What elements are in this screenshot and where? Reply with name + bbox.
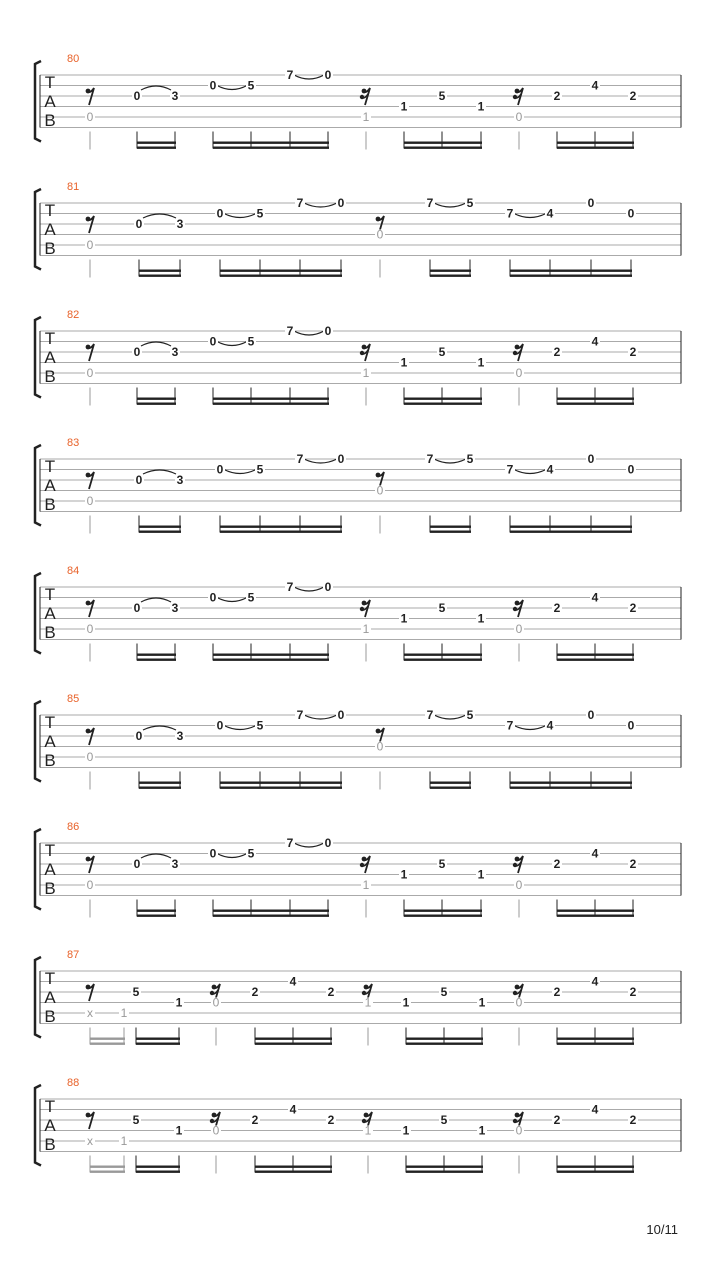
fret-number: 0 <box>515 878 523 892</box>
beam <box>406 1166 483 1168</box>
fret-number: 4 <box>546 718 554 733</box>
fret-number: 1 <box>362 878 370 892</box>
fret-number: 2 <box>553 1113 561 1127</box>
fret-number: 1 <box>402 995 410 1010</box>
fret-number: 4 <box>546 206 554 221</box>
beam <box>90 1038 125 1040</box>
beam <box>510 531 632 533</box>
beam <box>510 787 632 789</box>
fret-number: 3 <box>176 729 184 743</box>
fret-number: 4 <box>591 334 599 349</box>
fret-number: 0 <box>376 739 384 754</box>
tab-clef-letter: A <box>44 988 56 1007</box>
fret-number: 0 <box>209 334 217 349</box>
tie <box>217 342 247 346</box>
beam <box>404 398 482 400</box>
beam <box>557 398 634 400</box>
beam <box>213 142 329 144</box>
tab-clef-letter: A <box>44 604 56 623</box>
fret-number: 1 <box>175 1123 183 1138</box>
beam <box>404 910 482 912</box>
fret-number: 0 <box>86 494 94 508</box>
beam <box>139 270 181 272</box>
tab-clef-letter: A <box>44 732 56 751</box>
tab-clef-letter: B <box>44 623 56 642</box>
fret-number: 5 <box>256 462 264 477</box>
measure-number: 88 <box>67 1077 80 1089</box>
tab-system <box>35 309 681 406</box>
tab-system <box>35 437 681 534</box>
tab-clef-letter: B <box>44 879 56 898</box>
tab-system <box>35 693 681 790</box>
fret-number: 5 <box>466 452 474 466</box>
fret-number: 5 <box>256 718 264 733</box>
beam <box>213 915 329 917</box>
fret-number: 0 <box>627 206 635 221</box>
fret-number: 7 <box>426 196 434 210</box>
fret-number: 0 <box>133 89 141 103</box>
tab-clef-letter: A <box>44 348 56 367</box>
fret-number: 5 <box>466 708 474 722</box>
tie <box>141 86 171 90</box>
fret-number: 0 <box>324 68 332 82</box>
fret-number: 5 <box>247 846 255 861</box>
beam <box>255 1038 332 1040</box>
fret-number: 5 <box>440 985 448 999</box>
fret-number: 0 <box>212 1123 220 1138</box>
tie <box>304 459 337 463</box>
fret-number: 0 <box>587 452 595 466</box>
measure-number: 85 <box>67 693 80 705</box>
tab-clef-letter: T <box>44 585 56 604</box>
fret-number: 7 <box>506 206 514 221</box>
tie <box>514 214 546 218</box>
fret-number: 0 <box>212 995 220 1010</box>
beam <box>90 1166 125 1168</box>
tie <box>141 598 171 602</box>
fret-number: 0 <box>627 718 635 733</box>
fret-number: 5 <box>466 196 474 210</box>
beam <box>255 1043 332 1045</box>
fret-number: 2 <box>327 985 335 999</box>
tie <box>434 715 466 719</box>
tie <box>304 715 337 719</box>
fret-number: 0 <box>337 452 345 466</box>
beam <box>430 526 471 528</box>
beam <box>213 147 329 149</box>
tie <box>143 470 176 474</box>
tab-clef-letter: T <box>44 457 56 476</box>
fret-number: 1 <box>478 995 486 1010</box>
fret-number: 2 <box>629 857 637 871</box>
beam <box>90 1171 125 1173</box>
fret-number: 0 <box>337 196 345 210</box>
beam <box>213 398 329 400</box>
beam <box>139 526 181 528</box>
fret-number: 4 <box>591 974 599 989</box>
beam <box>430 531 471 533</box>
fret-number: 1 <box>120 1134 128 1148</box>
fret-number: 1 <box>477 611 485 626</box>
beam <box>557 1171 634 1173</box>
fret-number: 5 <box>256 206 264 221</box>
fret-number: 0 <box>216 718 224 733</box>
tie <box>224 726 256 730</box>
fret-number: 3 <box>176 473 184 487</box>
fret-number: 5 <box>438 89 446 103</box>
tie <box>514 470 546 474</box>
fret-number: 7 <box>506 718 514 733</box>
beam <box>137 398 176 400</box>
fret-number: 3 <box>171 345 179 359</box>
tab-clef-letter: T <box>44 1097 56 1116</box>
beam <box>139 782 181 784</box>
beam <box>213 403 329 405</box>
fret-number: x <box>87 1134 93 1148</box>
fret-number: 5 <box>132 985 140 999</box>
beam <box>557 147 634 149</box>
fret-number: 1 <box>478 1123 486 1138</box>
beam <box>430 782 471 784</box>
beam <box>220 782 342 784</box>
tab-clef-letter: T <box>44 73 56 92</box>
tie <box>224 470 256 474</box>
tab-clef-letter: B <box>44 1135 56 1154</box>
beam <box>220 531 342 533</box>
fret-number: 1 <box>362 110 370 124</box>
tab-clef-letter: T <box>44 329 56 348</box>
fret-number: 4 <box>591 846 599 861</box>
beam <box>213 659 329 661</box>
tie <box>143 726 176 730</box>
fret-number: 7 <box>426 452 434 466</box>
beam <box>136 1166 180 1168</box>
fret-number: 7 <box>286 836 294 850</box>
measure-number: 81 <box>67 181 80 193</box>
measure-number: 86 <box>67 821 80 833</box>
fret-number: 0 <box>133 601 141 615</box>
tab-clef-letter: T <box>44 841 56 860</box>
beam <box>404 659 482 661</box>
tie <box>217 598 247 602</box>
fret-number: 5 <box>440 1113 448 1127</box>
beam <box>557 654 634 656</box>
fret-number: 2 <box>553 89 561 103</box>
fret-number: 4 <box>289 974 297 989</box>
fret-number: 5 <box>247 78 255 93</box>
fret-number: 5 <box>438 857 446 871</box>
beam <box>557 142 634 144</box>
measure-number: 84 <box>67 565 80 577</box>
fret-number: 0 <box>86 110 94 124</box>
fret-number: 3 <box>171 89 179 103</box>
fret-number: 4 <box>591 78 599 93</box>
beam <box>557 403 634 405</box>
fret-number: 1 <box>400 99 408 114</box>
fret-number: 1 <box>362 366 370 380</box>
fret-number: 1 <box>402 1123 410 1138</box>
fret-number: 0 <box>135 473 143 487</box>
fret-number: 7 <box>286 580 294 594</box>
fret-number: 0 <box>627 462 635 477</box>
fret-number: 2 <box>327 1113 335 1127</box>
beam <box>213 654 329 656</box>
fret-number: 2 <box>629 345 637 359</box>
beam <box>430 275 471 277</box>
beam <box>137 403 176 405</box>
tie <box>294 331 324 335</box>
beam <box>430 787 471 789</box>
fret-number: 1 <box>400 355 408 370</box>
beam <box>557 1043 634 1045</box>
beam <box>557 659 634 661</box>
tab-clef-letter: B <box>44 111 56 130</box>
fret-number: 0 <box>216 206 224 221</box>
beam <box>137 142 176 144</box>
fret-number: 0 <box>376 483 384 498</box>
fret-number: 0 <box>515 995 523 1010</box>
beam <box>404 915 482 917</box>
fret-number: 1 <box>477 867 485 882</box>
measure-number: 87 <box>67 949 80 961</box>
beam <box>510 782 632 784</box>
beam <box>557 915 634 917</box>
tab-clef-letter: B <box>44 751 56 770</box>
tie <box>217 86 247 90</box>
fret-number: 0 <box>135 217 143 231</box>
fret-number: 5 <box>247 590 255 605</box>
beam <box>137 654 176 656</box>
beam <box>220 275 342 277</box>
fret-number: 2 <box>251 985 259 999</box>
fret-number: 5 <box>438 345 446 359</box>
beam <box>136 1043 180 1045</box>
fret-number: 2 <box>553 985 561 999</box>
fret-number: 3 <box>176 217 184 231</box>
tab-clef-letter: A <box>44 1116 56 1135</box>
page-number: 10/11 <box>646 1222 678 1237</box>
fret-number: 0 <box>324 836 332 850</box>
beam <box>137 910 176 912</box>
tab-system <box>35 565 681 662</box>
fret-number: x <box>87 1006 93 1020</box>
fret-number: 2 <box>251 1113 259 1127</box>
tab-clef-letter: T <box>44 713 56 732</box>
fret-number: 0 <box>376 227 384 242</box>
beam <box>137 659 176 661</box>
fret-number: 0 <box>515 110 523 124</box>
tab-clef-letter: A <box>44 860 56 879</box>
fret-number: 0 <box>86 622 94 636</box>
measure-number: 83 <box>67 437 80 449</box>
fret-number: 2 <box>629 1113 637 1127</box>
beam <box>406 1171 483 1173</box>
fret-number: 0 <box>86 750 94 764</box>
tab-clef-letter: A <box>44 92 56 111</box>
beam <box>557 1166 634 1168</box>
fret-number: 7 <box>506 462 514 477</box>
fret-number: 0 <box>515 1123 523 1138</box>
fret-number: 2 <box>553 345 561 359</box>
beam <box>404 142 482 144</box>
beam <box>220 270 342 272</box>
fret-number: 1 <box>175 995 183 1010</box>
beam <box>139 531 181 533</box>
beam <box>136 1038 180 1040</box>
beam <box>430 270 471 272</box>
fret-number: 0 <box>587 708 595 722</box>
fret-number: 3 <box>171 857 179 871</box>
fret-number: 0 <box>216 462 224 477</box>
beam <box>510 275 632 277</box>
fret-number: 2 <box>629 985 637 999</box>
beam <box>404 654 482 656</box>
fret-number: 7 <box>296 196 304 210</box>
fret-number: 4 <box>546 462 554 477</box>
fret-number: 4 <box>591 1102 599 1117</box>
beam <box>510 526 632 528</box>
beam <box>137 147 176 149</box>
fret-number: 7 <box>286 68 294 82</box>
tab-system <box>35 1077 681 1174</box>
fret-number: 7 <box>296 708 304 722</box>
fret-number: 0 <box>133 857 141 871</box>
fret-number: 0 <box>337 708 345 722</box>
fret-number: 0 <box>86 238 94 252</box>
fret-number: 0 <box>209 846 217 861</box>
tab-system <box>35 181 681 278</box>
fret-number: 1 <box>400 611 408 626</box>
tie <box>434 459 466 463</box>
beam <box>137 915 176 917</box>
tie <box>294 843 324 847</box>
fret-number: 4 <box>289 1102 297 1117</box>
beam <box>139 787 181 789</box>
fret-number: 1 <box>477 355 485 370</box>
fret-number: 0 <box>515 622 523 636</box>
fret-number: 0 <box>324 580 332 594</box>
beam <box>406 1038 483 1040</box>
fret-number: 1 <box>477 99 485 114</box>
fret-number: 7 <box>286 324 294 338</box>
beam <box>557 910 634 912</box>
beam <box>139 275 181 277</box>
fret-number: 7 <box>296 452 304 466</box>
fret-number: 0 <box>86 878 94 892</box>
tie <box>434 203 466 207</box>
beam <box>255 1166 332 1168</box>
beam <box>255 1171 332 1173</box>
measure-number: 82 <box>67 309 80 321</box>
tie <box>217 854 247 858</box>
tab-clef-letter: B <box>44 239 56 258</box>
tab-clef-letter: T <box>44 969 56 988</box>
fret-number: 0 <box>209 78 217 93</box>
tie <box>224 214 256 218</box>
tie <box>514 726 546 730</box>
beam <box>136 1171 180 1173</box>
fret-number: 0 <box>587 196 595 210</box>
beam <box>557 1038 634 1040</box>
fret-number: 2 <box>553 857 561 871</box>
fret-number: 5 <box>132 1113 140 1127</box>
fret-number: 0 <box>86 366 94 380</box>
fret-number: 1 <box>120 1006 128 1020</box>
fret-number: 2 <box>553 601 561 615</box>
fret-number: 1 <box>362 622 370 636</box>
tab-clef-letter: T <box>44 201 56 220</box>
measure-number: 80 <box>67 53 80 65</box>
fret-number: 1 <box>364 1123 372 1138</box>
tie <box>141 854 171 858</box>
beam <box>220 787 342 789</box>
fret-number: 1 <box>400 867 408 882</box>
beam <box>404 147 482 149</box>
tab-system <box>35 821 681 918</box>
fret-number: 1 <box>364 995 372 1010</box>
fret-number: 0 <box>135 729 143 743</box>
fret-number: 4 <box>591 590 599 605</box>
beam <box>90 1043 125 1045</box>
tie <box>294 75 324 79</box>
fret-number: 3 <box>171 601 179 615</box>
tab-clef-letter: A <box>44 220 56 239</box>
tie <box>143 214 176 218</box>
fret-number: 0 <box>515 366 523 380</box>
tie <box>141 342 171 346</box>
fret-number: 5 <box>247 334 255 349</box>
beam <box>404 403 482 405</box>
beam <box>510 270 632 272</box>
tie <box>294 587 324 591</box>
beam <box>220 526 342 528</box>
beam <box>406 1043 483 1045</box>
tab-clef-letter: B <box>44 1007 56 1026</box>
fret-number: 2 <box>629 601 637 615</box>
tab-system <box>35 53 681 150</box>
tie <box>304 203 337 207</box>
fret-number: 0 <box>324 324 332 338</box>
tab-clef-letter: B <box>44 367 56 386</box>
tab-clef-letter: B <box>44 495 56 514</box>
beam <box>213 910 329 912</box>
fret-number: 7 <box>426 708 434 722</box>
tab-clef-letter: A <box>44 476 56 495</box>
fret-number: 2 <box>629 89 637 103</box>
fret-number: 5 <box>438 601 446 615</box>
tab-system <box>35 949 681 1046</box>
fret-number: 0 <box>209 590 217 605</box>
fret-number: 0 <box>133 345 141 359</box>
